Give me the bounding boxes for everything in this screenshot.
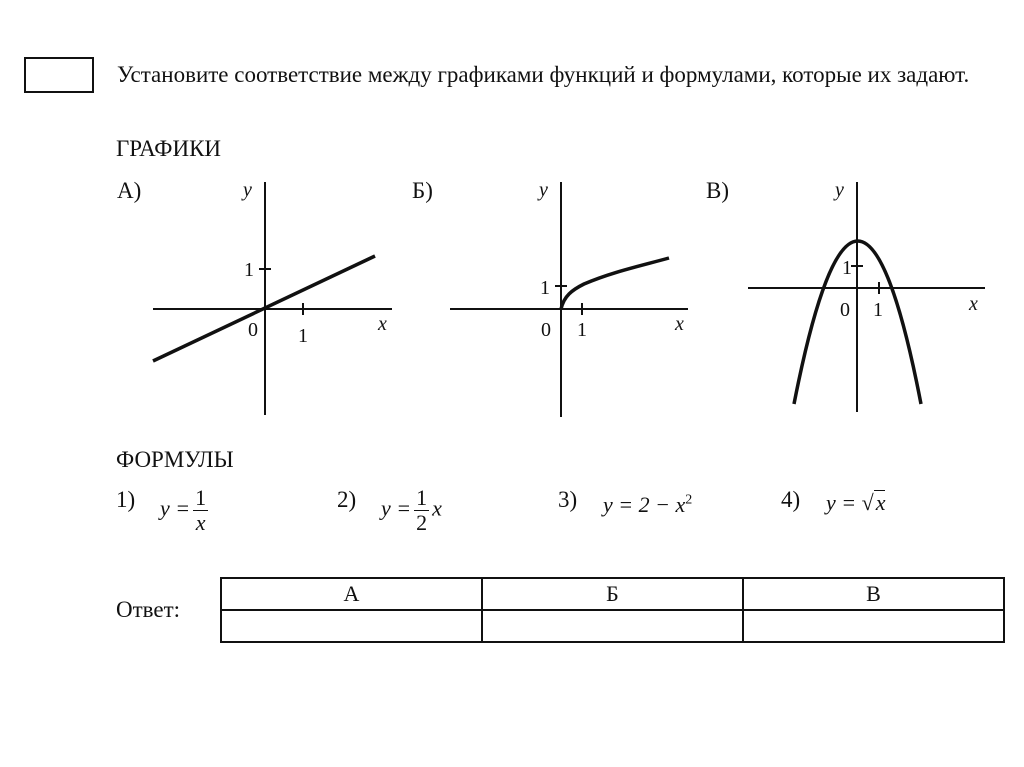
graph-a-y-tick-label: 1 [244,259,254,281]
graph-a-x-tick-label: 1 [298,325,308,347]
formula-2-denominator: 2 [416,510,428,535]
formula-1-number: 1) [116,487,136,512]
formula-2 [381,486,442,535]
formula-3 [603,492,692,518]
formula-2-lhs: y = [381,495,412,521]
sqrt-icon: √ [861,490,874,515]
graph-v [748,182,985,412]
graph-v-y-tick-label: 1 [842,257,852,279]
formula-4-lhs: y = [826,490,857,515]
graph-v-y-label: y [835,179,844,201]
graph-b-x-label: x [675,313,684,335]
answer-header-a: А [221,578,482,610]
formula-1-fraction [193,486,208,535]
graph-b-y-label: y [539,179,548,201]
task-statement: Установите соответствие между графиками функций и формулами, которые их задают. [117,62,970,87]
graph-v-x-tick-label: 1 [873,299,883,321]
formula-4-number: 4) [781,487,801,512]
answer-cell-v[interactable] [743,610,1004,642]
formula-3-number: 3) [558,487,578,512]
answer-cell-b[interactable] [482,610,743,642]
formula-4-radicand: x [875,490,886,515]
formula-1 [160,486,211,535]
graph-v-x-label: x [969,293,978,315]
formula-4 [826,490,885,516]
formula-2-fraction [414,486,429,535]
graph-b-x-tick-label: 1 [577,319,587,341]
answer-header-b: Б [482,578,743,610]
graph-v-origin-label: 0 [840,299,850,321]
graph-a-y-label: y [243,179,252,201]
formula-2-number: 2) [337,487,357,512]
graph-b-sqrt-curve [561,258,669,309]
graph-b-y-tick-label: 1 [540,277,550,299]
formulas-heading: ФОРМУЛЫ [116,447,234,472]
formula-3-lhs: y = 2 − x [603,492,686,517]
graph-a-origin-label: 0 [248,319,258,341]
graph-b-origin-label: 0 [541,319,551,341]
graph-a [153,182,392,415]
graph-a-label: А) [117,178,142,203]
graph-b [450,182,688,417]
formula-1-denominator: x [195,510,206,535]
graph-a-x-label: x [378,313,387,335]
formula-2-numerator: 1 [416,485,428,510]
formula-1-numerator: 1 [195,485,207,510]
formula-1-lhs: y = [160,495,191,521]
graphs-heading: ГРАФИКИ [116,136,222,161]
graph-v-label: В) [706,178,729,203]
formula-2-tail: x [432,495,442,521]
graph-b-label: Б) [412,178,433,203]
answer-table [220,577,1005,643]
answer-label: Ответ: [116,597,181,622]
formula-3-exponent: 2 [685,492,693,508]
answer-cell-a[interactable] [221,610,482,642]
answer-header-v: В [743,578,1004,610]
